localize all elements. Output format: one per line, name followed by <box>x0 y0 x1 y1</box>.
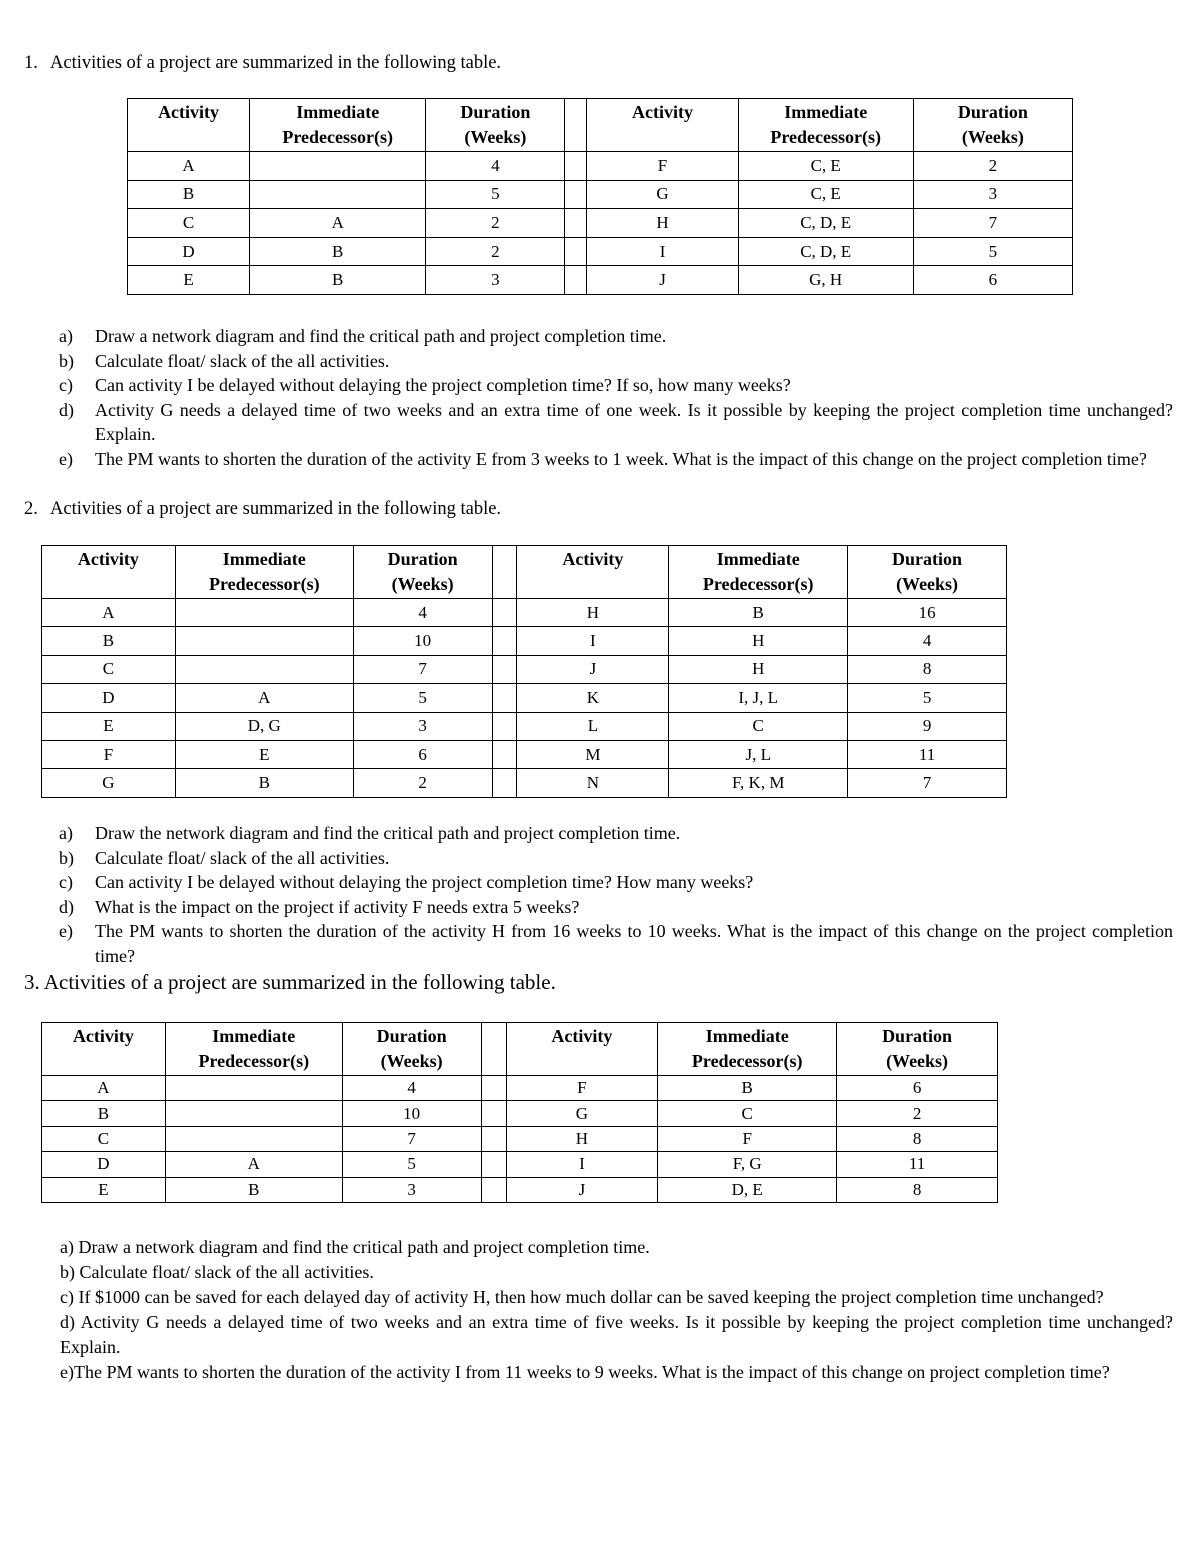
question-number: 3. <box>24 970 40 994</box>
predecessor-cell: J, L <box>669 740 848 768</box>
predecessor-cell: F, K, M <box>669 769 848 797</box>
predecessor-cell: B <box>669 599 848 627</box>
duration-cell: 7 <box>848 769 1007 797</box>
activity-cell: A <box>128 152 250 181</box>
part-item: c) Can activity I be delayed without delaying the project completion time? How many weeks? <box>59 872 754 893</box>
header-predecessors: Immediate Predecessor(s) <box>738 99 913 152</box>
duration-cell: 7 <box>353 655 492 683</box>
predecessor-cell: A <box>165 1152 342 1177</box>
part-item: c) If $1000 can be saved for each delayed day of activity H, then how much dollar can be saved keeping the project completion time unchanged? <box>60 1287 1104 1307</box>
activity-cell: B <box>42 1101 166 1126</box>
part-item: a) Draw a network diagram and find the critical path and project completion time. <box>59 326 667 346</box>
duration-cell: 10 <box>353 627 492 655</box>
question-2-heading <box>24 497 501 521</box>
duration-cell: 4 <box>848 627 1007 655</box>
predecessor-cell: A <box>175 684 353 712</box>
activity-cell: H <box>506 1126 658 1151</box>
activity-cell: F <box>506 1076 658 1101</box>
duration-cell: 7 <box>342 1126 481 1151</box>
activity-cell: I <box>506 1152 658 1177</box>
question-text: Activities of a project are summarized in the following table. <box>50 53 502 73</box>
header-activity: Activity <box>128 99 250 152</box>
header-predecessors: Immediate Predecessor(s) <box>175 546 353 599</box>
part-item: d) What is the impact on the project if activity F needs extra 5 weeks? <box>59 896 580 917</box>
question-text: Activities of a project are summarized in the following table. <box>50 499 502 519</box>
header-activity: Activity <box>42 1023 166 1076</box>
duration-cell: 6 <box>353 740 492 768</box>
predecessor-cell: D, E <box>658 1177 837 1202</box>
activity-table-2 <box>41 545 1007 798</box>
table-row <box>42 1177 998 1202</box>
duration-cell: 5 <box>848 684 1007 712</box>
activity-cell: E <box>42 712 176 740</box>
predecessor-cell: E <box>175 740 353 768</box>
predecessor-cell <box>250 152 426 181</box>
question-1-parts <box>24 324 1173 472</box>
activity-cell: J <box>587 266 738 295</box>
predecessor-cell <box>165 1101 342 1126</box>
question-2-parts <box>24 821 1173 969</box>
table-row <box>42 1152 998 1177</box>
activity-table-1 <box>127 98 1073 295</box>
duration-cell: 3 <box>913 180 1072 209</box>
activity-cell: N <box>517 769 669 797</box>
predecessor-cell: B <box>250 237 426 266</box>
activity-cell: I <box>517 627 669 655</box>
part-item: a) Draw the network diagram and find the critical path and project completion time. <box>59 823 681 843</box>
predecessor-cell: F <box>658 1126 837 1151</box>
duration-cell: 5 <box>353 684 492 712</box>
predecessor-cell: A <box>250 209 426 238</box>
header-predecessors: Immediate Predecessor(s) <box>658 1023 837 1076</box>
predecessor-cell: H <box>669 627 848 655</box>
activity-cell: C <box>42 1126 166 1151</box>
predecessor-cell: F, G <box>658 1152 837 1177</box>
duration-cell: 16 <box>848 599 1007 627</box>
activity-cell: D <box>42 1152 166 1177</box>
predecessor-cell: D, G <box>175 712 353 740</box>
duration-cell: 5 <box>342 1152 481 1177</box>
header-activity: Activity <box>42 546 176 599</box>
activity-cell: F <box>587 152 738 181</box>
part-item: a) Draw a network diagram and find the critical path and project completion time. <box>60 1237 650 1257</box>
predecessor-cell <box>175 655 353 683</box>
activity-cell: M <box>517 740 669 768</box>
duration-cell: 11 <box>837 1152 998 1177</box>
question-number: 1. <box>24 53 38 73</box>
activity-cell: G <box>506 1101 658 1126</box>
activity-cell: F <box>42 740 176 768</box>
predecessor-cell <box>250 180 426 209</box>
predecessor-cell: B <box>165 1177 342 1202</box>
table-row <box>42 740 1007 768</box>
part-item: b) Calculate float/ slack of the all activities. <box>59 350 390 371</box>
table-row <box>128 237 1073 266</box>
duration-cell: 4 <box>353 599 492 627</box>
activity-table-3 <box>41 1022 998 1203</box>
duration-cell: 2 <box>913 152 1072 181</box>
table-header-row <box>42 1023 998 1076</box>
activity-cell: G <box>42 769 176 797</box>
duration-cell: 8 <box>837 1177 998 1202</box>
table-row <box>42 655 1007 683</box>
predecessor-cell: C <box>658 1101 837 1126</box>
predecessor-cell <box>175 599 353 627</box>
header-duration: Duration (Weeks) <box>342 1023 481 1076</box>
predecessor-cell: B <box>175 769 353 797</box>
duration-cell: 4 <box>342 1076 481 1101</box>
table-row <box>42 1076 998 1101</box>
predecessor-cell: B <box>250 266 426 295</box>
header-activity: Activity <box>506 1023 658 1076</box>
duration-cell: 2 <box>426 237 565 266</box>
part-item: d) Activity G needs a delayed time of two weeks and an extra time of one week. Is it possible by keeping the project completion time unchanged? Explain. <box>59 399 1173 445</box>
question-1-heading <box>24 51 501 75</box>
part-item: e) The PM wants to shorten the duration of the activity H from 16 weeks to 10 weeks. What is the impact of this change on the project completion time? <box>59 921 1173 966</box>
predecessor-cell <box>175 627 353 655</box>
header-predecessors: Immediate Predecessor(s) <box>250 99 426 152</box>
predecessor-cell: G, H <box>738 266 913 295</box>
predecessor-cell: B <box>658 1076 837 1101</box>
header-duration: Duration (Weeks) <box>913 99 1072 152</box>
header-duration: Duration (Weeks) <box>837 1023 998 1076</box>
duration-cell: 4 <box>426 152 565 181</box>
duration-cell: 8 <box>837 1126 998 1151</box>
duration-cell: 5 <box>913 237 1072 266</box>
predecessor-cell: I, J, L <box>669 684 848 712</box>
duration-cell: 3 <box>353 712 492 740</box>
activity-cell: A <box>42 599 176 627</box>
activity-cell: E <box>42 1177 166 1202</box>
question-text: Activities of a project are summarized in the following table. <box>43 970 556 994</box>
predecessor-cell <box>165 1076 342 1101</box>
table-row <box>42 1101 998 1126</box>
activity-cell: C <box>42 655 176 683</box>
activity-cell: D <box>128 237 250 266</box>
duration-cell: 6 <box>837 1076 998 1101</box>
activity-cell: E <box>128 266 250 295</box>
table-row <box>128 180 1073 209</box>
table-header-row <box>42 546 1007 599</box>
duration-cell: 10 <box>342 1101 481 1126</box>
activity-cell: C <box>128 209 250 238</box>
header-duration: Duration (Weeks) <box>848 546 1007 599</box>
table-row <box>42 769 1007 797</box>
duration-cell: 7 <box>913 209 1072 238</box>
table-row <box>42 627 1007 655</box>
duration-cell: 6 <box>913 266 1072 295</box>
predecessor-cell: C, D, E <box>738 237 913 266</box>
activity-cell: K <box>517 684 669 712</box>
activity-cell: L <box>517 712 669 740</box>
part-item: e)The PM wants to shorten the duration of the activity I from 11 weeks to 9 weeks. What is the impact of this change on project completion time? <box>60 1362 1110 1382</box>
table-row <box>42 712 1007 740</box>
part-item: b) Calculate float/ slack of the all activities. <box>60 1262 374 1282</box>
header-duration: Duration (Weeks) <box>426 99 565 152</box>
activity-cell: B <box>128 180 250 209</box>
header-predecessors: Immediate Predecessor(s) <box>669 546 848 599</box>
question-3-parts <box>60 1235 1173 1385</box>
table-row <box>42 684 1007 712</box>
activity-cell: I <box>587 237 738 266</box>
activity-cell: J <box>517 655 669 683</box>
part-item: e) The PM wants to shorten the duration of the activity E from 3 weeks to 1 week. What is the impact of this change on the project completion time? <box>59 448 1147 469</box>
duration-cell: 3 <box>426 266 565 295</box>
header-predecessors: Immediate Predecessor(s) <box>165 1023 342 1076</box>
header-duration: Duration (Weeks) <box>353 546 492 599</box>
part-item: b) Calculate float/ slack of the all activities. <box>59 847 390 868</box>
predecessor-cell <box>165 1126 342 1151</box>
activity-cell: G <box>587 180 738 209</box>
predecessor-cell: H <box>669 655 848 683</box>
table-row <box>42 599 1007 627</box>
activity-cell: D <box>42 684 176 712</box>
duration-cell: 8 <box>848 655 1007 683</box>
question-3-heading <box>24 970 556 994</box>
part-item: d) Activity G needs a delayed time of two weeks and an extra time of five weeks. Is it possible by keeping the project completion time unchanged? Explain. <box>60 1312 1173 1357</box>
part-item: c) Can activity I be delayed without delaying the project completion time? If so, how many weeks? <box>59 375 791 396</box>
activity-cell: B <box>42 627 176 655</box>
duration-cell: 3 <box>342 1177 481 1202</box>
table-row <box>128 209 1073 238</box>
predecessor-cell: C, E <box>738 180 913 209</box>
table-header-row <box>128 99 1073 152</box>
predecessor-cell: C, D, E <box>738 209 913 238</box>
duration-cell: 11 <box>848 740 1007 768</box>
predecessor-cell: C, E <box>738 152 913 181</box>
table-row <box>42 1126 998 1151</box>
header-activity: Activity <box>587 99 738 152</box>
duration-cell: 2 <box>426 209 565 238</box>
duration-cell: 2 <box>353 769 492 797</box>
duration-cell: 5 <box>426 180 565 209</box>
question-number: 2. <box>24 499 38 519</box>
table-row <box>128 152 1073 181</box>
activity-cell: H <box>517 599 669 627</box>
activity-cell: H <box>587 209 738 238</box>
predecessor-cell: C <box>669 712 848 740</box>
activity-cell: A <box>42 1076 166 1101</box>
activity-cell: J <box>506 1177 658 1202</box>
duration-cell: 9 <box>848 712 1007 740</box>
table-row <box>128 266 1073 295</box>
header-activity: Activity <box>517 546 669 599</box>
duration-cell: 2 <box>837 1101 998 1126</box>
